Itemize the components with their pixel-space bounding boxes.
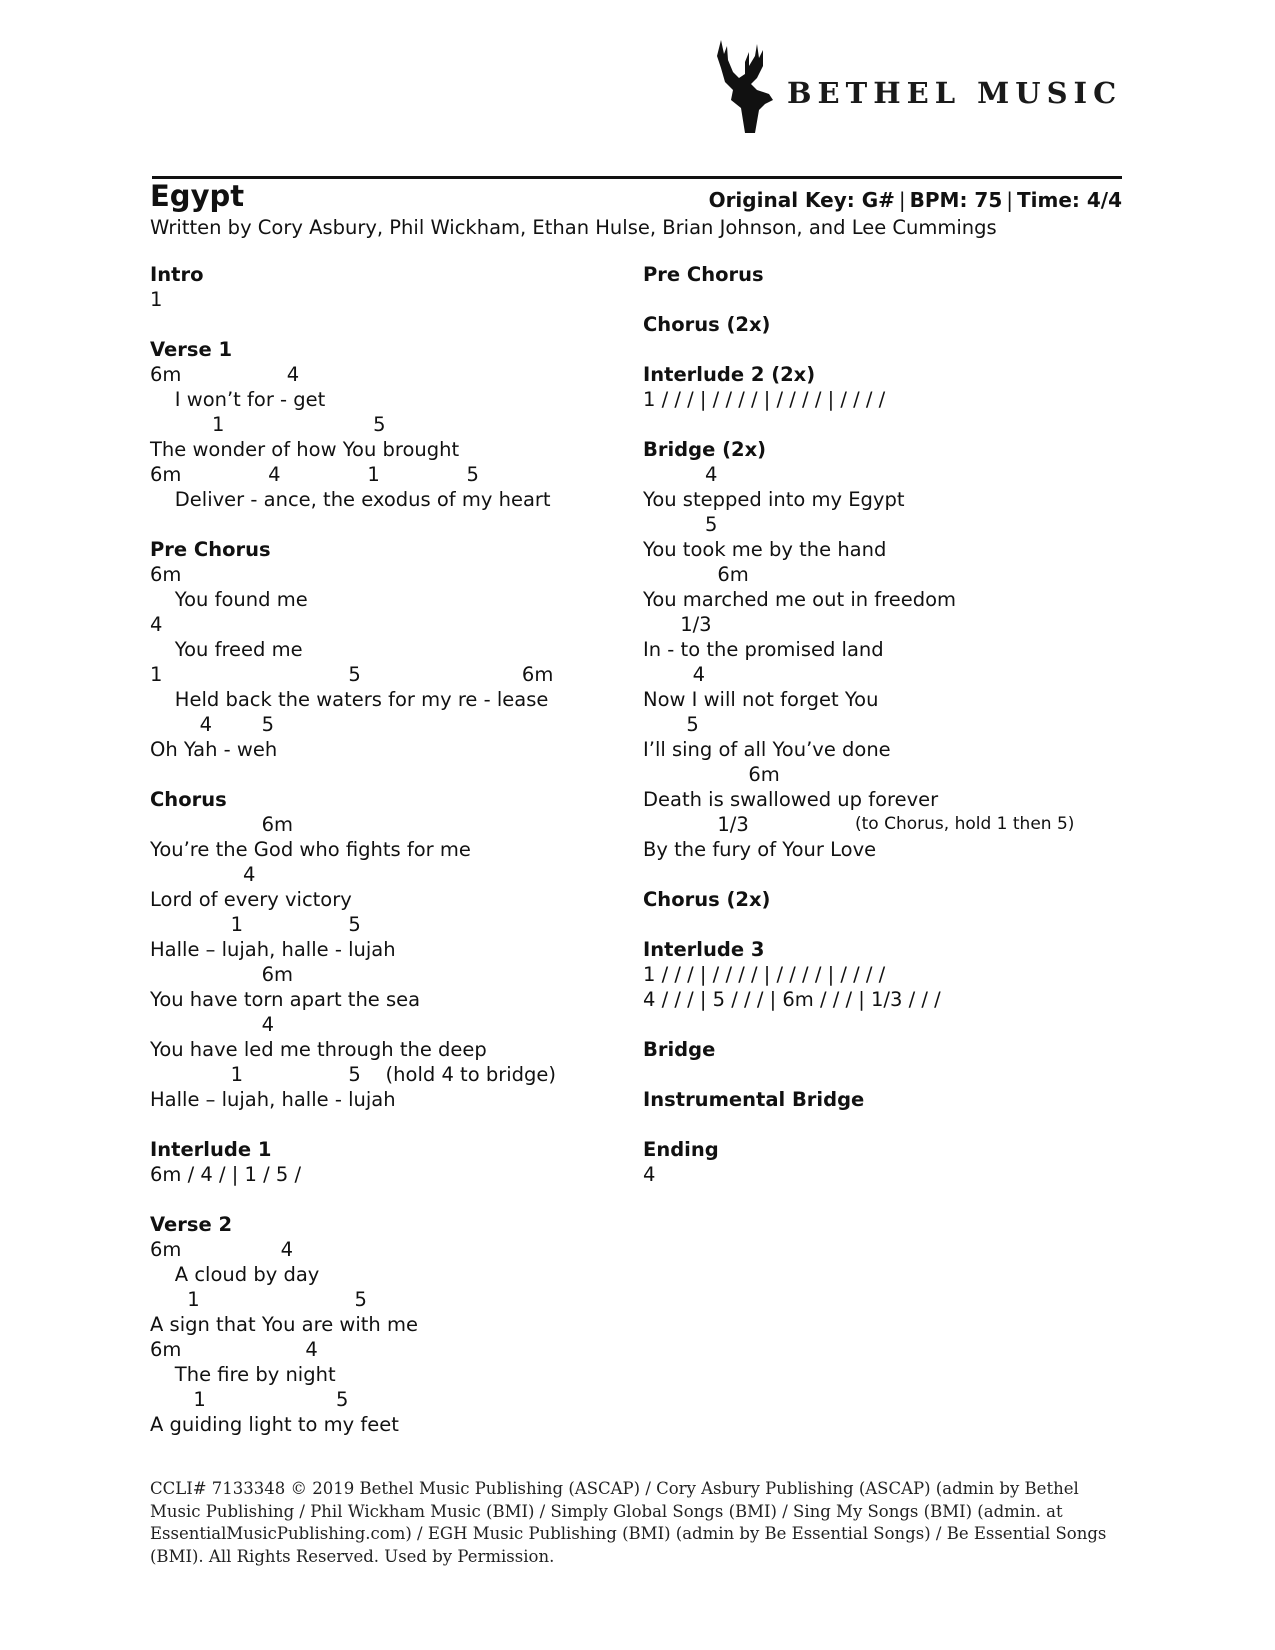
section-heading: Pre Chorus	[150, 538, 271, 561]
performance-note: (to Chorus, hold 1 then 5)	[855, 814, 1075, 834]
chart-line: Deliver - ance, the exodus of my heart	[150, 488, 551, 511]
chart-line: 4 5	[150, 713, 274, 736]
chart-line: 1 5	[150, 1288, 367, 1311]
chart-line: 6m	[643, 763, 780, 786]
header-rule	[152, 176, 1122, 179]
section-heading: Verse 2	[150, 1213, 233, 1236]
brand-logo	[715, 38, 1123, 134]
chart-line: Halle – lujah, halle - lujah	[150, 938, 396, 961]
left-column	[150, 262, 670, 1437]
chart-line: Death is swallowed up forever	[643, 788, 939, 811]
chart-line: You found me	[150, 588, 308, 611]
song-title: Egypt	[150, 179, 245, 213]
chart-line: You stepped into my Egypt	[643, 488, 905, 511]
chart-line: 6m 4	[150, 1338, 318, 1361]
spacer	[643, 287, 1163, 312]
section-heading: Interlude 3	[643, 938, 765, 961]
chart-line: In - to the promised land	[643, 638, 884, 661]
section-heading: Verse 1	[150, 338, 233, 361]
chart-line: 1 / / / | / / / / | / / / / | / / / /	[643, 963, 886, 986]
chart-line: A cloud by day	[150, 1263, 320, 1286]
deer-head-logo-icon	[715, 38, 785, 134]
chart-line: 6m	[150, 963, 293, 986]
chart-line: You have torn apart the sea	[150, 988, 421, 1011]
chart-line: 4	[643, 463, 718, 486]
song-writers: Written by Cory Asbury, Phil Wickham, Ethan Hulse, Brian Johnson, and Lee Cummings	[150, 216, 997, 239]
spacer	[643, 1112, 1163, 1137]
chart-line: You’re the God who fights for me	[150, 838, 471, 861]
spacer	[643, 337, 1163, 362]
chart-line: 6m / 4 / | 1 / 5 /	[150, 1163, 302, 1186]
section-heading: Bridge (2x)	[643, 438, 767, 461]
meta-separator: |	[898, 188, 906, 212]
spacer	[643, 1012, 1163, 1037]
chart-line: 1 5	[150, 413, 386, 436]
spacer	[643, 1062, 1163, 1087]
song-meta	[709, 186, 1122, 214]
spacer	[150, 762, 670, 787]
spacer	[150, 512, 670, 537]
song-bpm: BPM: 75	[909, 188, 1003, 212]
chart-line: 1/3	[643, 613, 712, 636]
chart-line: 4	[643, 1163, 656, 1186]
song-key: Original Key: G#	[708, 188, 895, 212]
chart-line: 5	[643, 513, 718, 536]
chart-line: I’ll sing of all You’ve done	[643, 738, 891, 761]
chart-line: 4	[150, 613, 163, 636]
section-heading: Instrumental Bridge	[643, 1088, 865, 1111]
spacer	[150, 1187, 670, 1212]
chart-line: The wonder of how You brought	[150, 438, 460, 461]
chart-line: Now I will not forget You	[643, 688, 879, 711]
chart-line-text: 1/3	[643, 813, 749, 836]
chart-line: 4 / / / | 5 / / / | 6m / / / | 1/3 / / /	[643, 988, 941, 1011]
section-heading: Pre Chorus	[643, 263, 764, 286]
chart-line: A sign that You are with me	[150, 1313, 418, 1336]
spacer	[150, 1112, 670, 1137]
chart-line: The fire by night	[150, 1363, 336, 1386]
spacer	[150, 312, 670, 337]
spacer	[643, 862, 1163, 887]
section-heading: Interlude 2 (2x)	[643, 363, 816, 386]
chart-line: 4	[150, 1013, 274, 1036]
copyright-footer: CCLI# 7133348 © 2019 Bethel Music Publishing (ASCAP) / Cory Asbury Publishing (ASCAP) (admin by Bethel Music Publishing / Phil Wickham Music (BMI) / Simply Global Songs (BMI) / Sing My Songs (BMI) (admin. at EssentialMusicPublishing.com) / EGH Music Publishing (BMI) (admin by Be Essential Songs) / Be Essential Songs (BMI). All Rights Reserved. Used by Permission.	[150, 1479, 1107, 1566]
chart-line: 1 5 6m	[150, 663, 554, 686]
section-heading: Intro	[150, 263, 204, 286]
section-heading: Chorus (2x)	[643, 888, 771, 911]
meta-separator: |	[1006, 188, 1013, 212]
brand-name: BETHEL MUSIC	[787, 76, 1123, 110]
chart-line: 6m	[150, 563, 182, 586]
section-heading: Interlude 1	[150, 1138, 272, 1161]
chart-line: Halle – lujah, halle - lujah	[150, 1088, 396, 1111]
spacer	[643, 912, 1163, 937]
chart-line: Lord of every victory	[150, 888, 352, 911]
chart-line: 5	[643, 713, 699, 736]
chart-line: 1 / / / | / / / / | / / / / | / / / /	[643, 388, 886, 411]
chart-line: I won’t for - get	[150, 388, 326, 411]
chart-line: 4	[643, 663, 705, 686]
chart-line: You freed me	[150, 638, 303, 661]
chart-line: 1 5 (hold 4 to bridge)	[150, 1063, 557, 1086]
chart-line: 1 5	[150, 913, 361, 936]
chart-line: 6m 4	[150, 1238, 293, 1261]
chart-line	[643, 812, 1163, 837]
section-heading: Chorus (2x)	[643, 313, 771, 336]
section-heading: Chorus	[150, 788, 227, 811]
chart-line: 6m	[643, 563, 749, 586]
chart-line: 6m 4 1 5	[150, 463, 479, 486]
chart-line: Held back the waters for my re - lease	[150, 688, 549, 711]
section-heading: Bridge	[643, 1038, 716, 1061]
chart-line: 6m 4	[150, 363, 300, 386]
chart-line: 1 5	[150, 1388, 349, 1411]
chart-line: 6m	[150, 813, 293, 836]
chart-line: You took me by the hand	[643, 538, 887, 561]
chart-line: Oh Yah - weh	[150, 738, 278, 761]
chart-line: 1	[150, 288, 163, 311]
chart-line: You have led me through the deep	[150, 1038, 487, 1061]
spacer	[643, 412, 1163, 437]
song-time: Time: 4/4	[1017, 188, 1122, 212]
chart-line: You marched me out in freedom	[643, 588, 957, 611]
right-column	[643, 262, 1163, 1187]
chart-line: 4	[150, 863, 256, 886]
chart-line: By the fury of Your Love	[643, 838, 877, 861]
chart-line: A guiding light to my feet	[150, 1413, 399, 1436]
section-heading: Ending	[643, 1138, 719, 1161]
